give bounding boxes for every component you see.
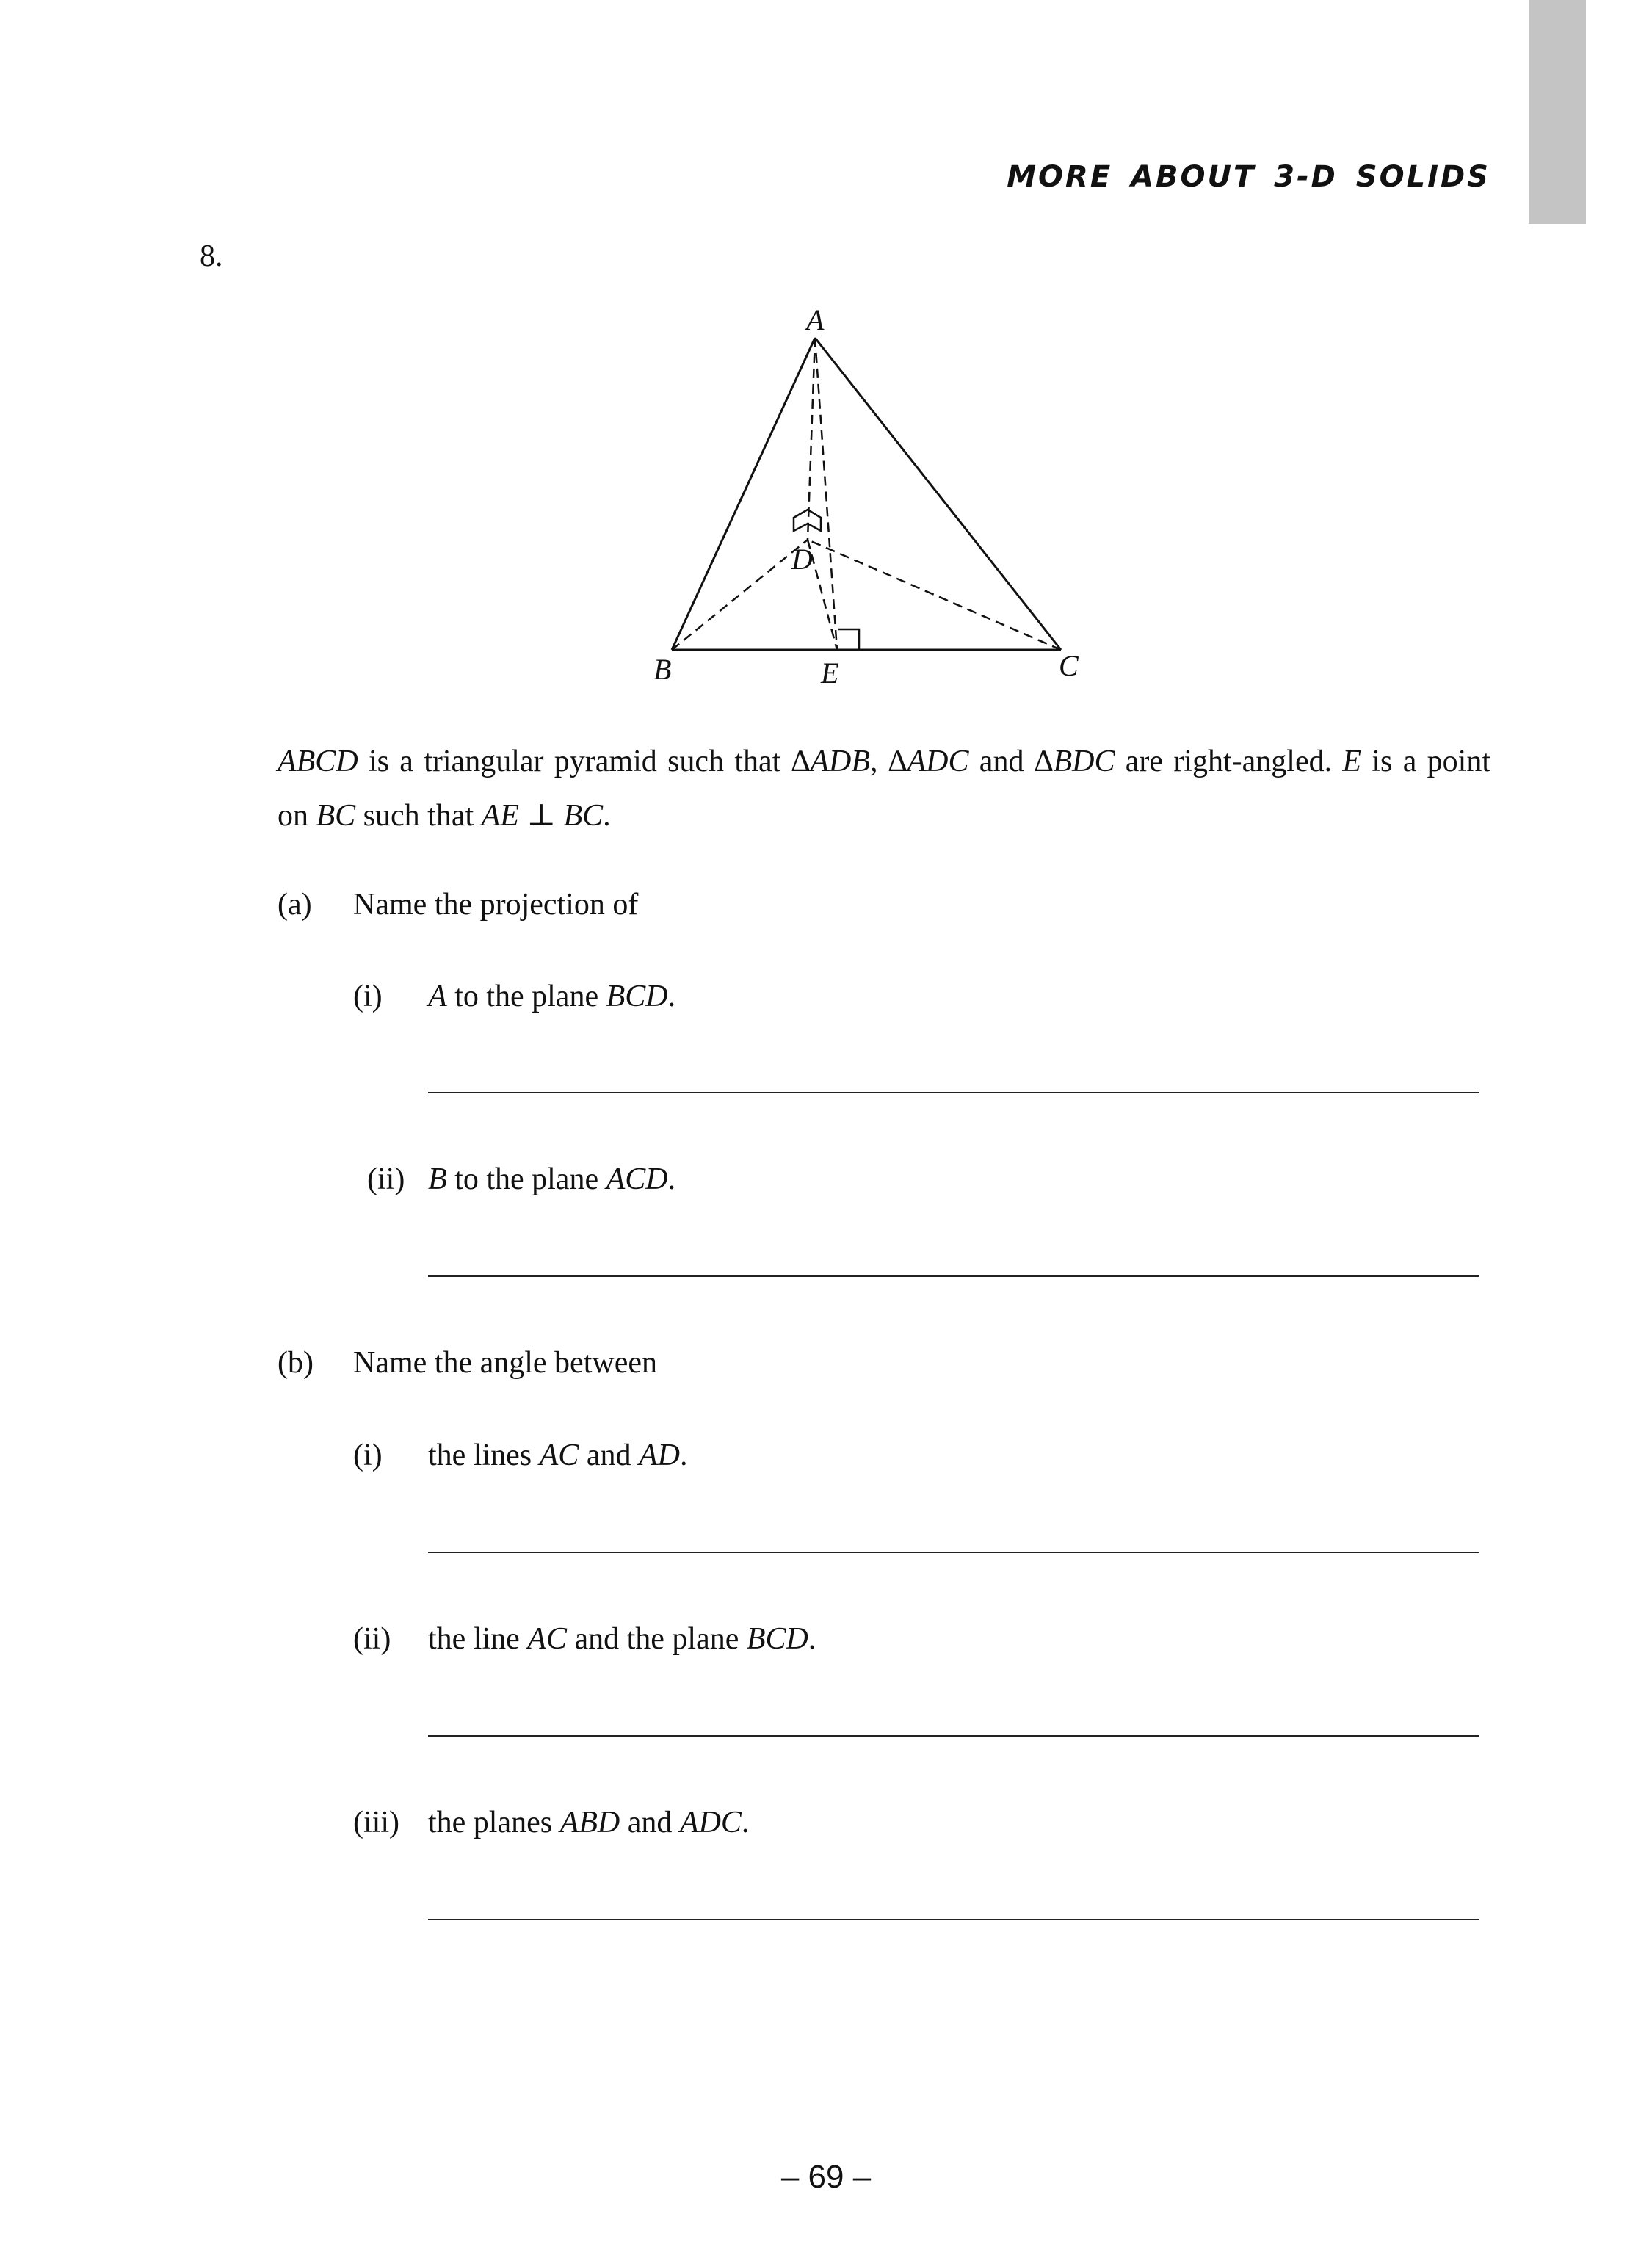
label-b: B <box>653 653 672 686</box>
label-e: E <box>821 656 839 690</box>
part-a-i-label: (i) <box>353 980 383 1013</box>
label-d: D <box>791 543 813 576</box>
part-b-iii-label: (iii) <box>353 1806 399 1839</box>
pyramid-diagram <box>646 305 1116 694</box>
answer-line-a-ii[interactable] <box>428 1275 1479 1277</box>
answer-line-a-i[interactable] <box>428 1092 1479 1093</box>
question-number: 8. <box>200 239 223 273</box>
part-b-i-text: the lines AC and AD. <box>428 1439 688 1472</box>
part-a-prompt: Name the projection of <box>353 888 639 922</box>
part-a-ii-label: (ii) <box>367 1162 405 1196</box>
answer-line-b-i[interactable] <box>428 1552 1479 1553</box>
stem-line-2: on BC such that AE ⊥ BC. <box>278 799 611 833</box>
part-b-ii-text: the line AC and the plane BCD. <box>428 1622 816 1656</box>
part-a-ii-text: B to the plane ACD. <box>428 1162 676 1196</box>
stem-line-1: ABCD is a triangular pyramid such that ∆ADB, ∆ADC and ∆BDC are right-angled. E is a point <box>278 745 1490 778</box>
page-number: – 69 – <box>780 2159 872 2195</box>
part-a-label: (a) <box>278 888 312 922</box>
part-a-i-text: A to the plane BCD. <box>428 980 676 1013</box>
chapter-title: MORE ABOUT 3-D SOLIDS <box>1007 160 1490 194</box>
label-c: C <box>1059 649 1079 682</box>
pyramid-figure <box>646 305 1116 694</box>
edge-ac <box>815 338 1061 650</box>
segment-ae <box>815 338 837 650</box>
part-b-ii-label: (ii) <box>353 1622 391 1656</box>
part-b-iii-text: the planes ABD and ADC. <box>428 1806 750 1839</box>
answer-line-b-iii[interactable] <box>428 1919 1479 1920</box>
edge-bd-hidden <box>672 540 808 650</box>
edge-ab <box>672 338 815 650</box>
answer-line-b-ii[interactable] <box>428 1735 1479 1737</box>
right-angle-mark-e <box>838 629 859 650</box>
label-a: A <box>806 303 825 336</box>
part-b-prompt: Name the angle between <box>353 1346 657 1380</box>
part-b-label: (b) <box>278 1346 314 1380</box>
question-stem <box>278 734 1490 843</box>
part-b-i-label: (i) <box>353 1439 383 1472</box>
chapter-tab-marker <box>1529 0 1586 224</box>
edge-cd-hidden <box>808 540 1061 650</box>
